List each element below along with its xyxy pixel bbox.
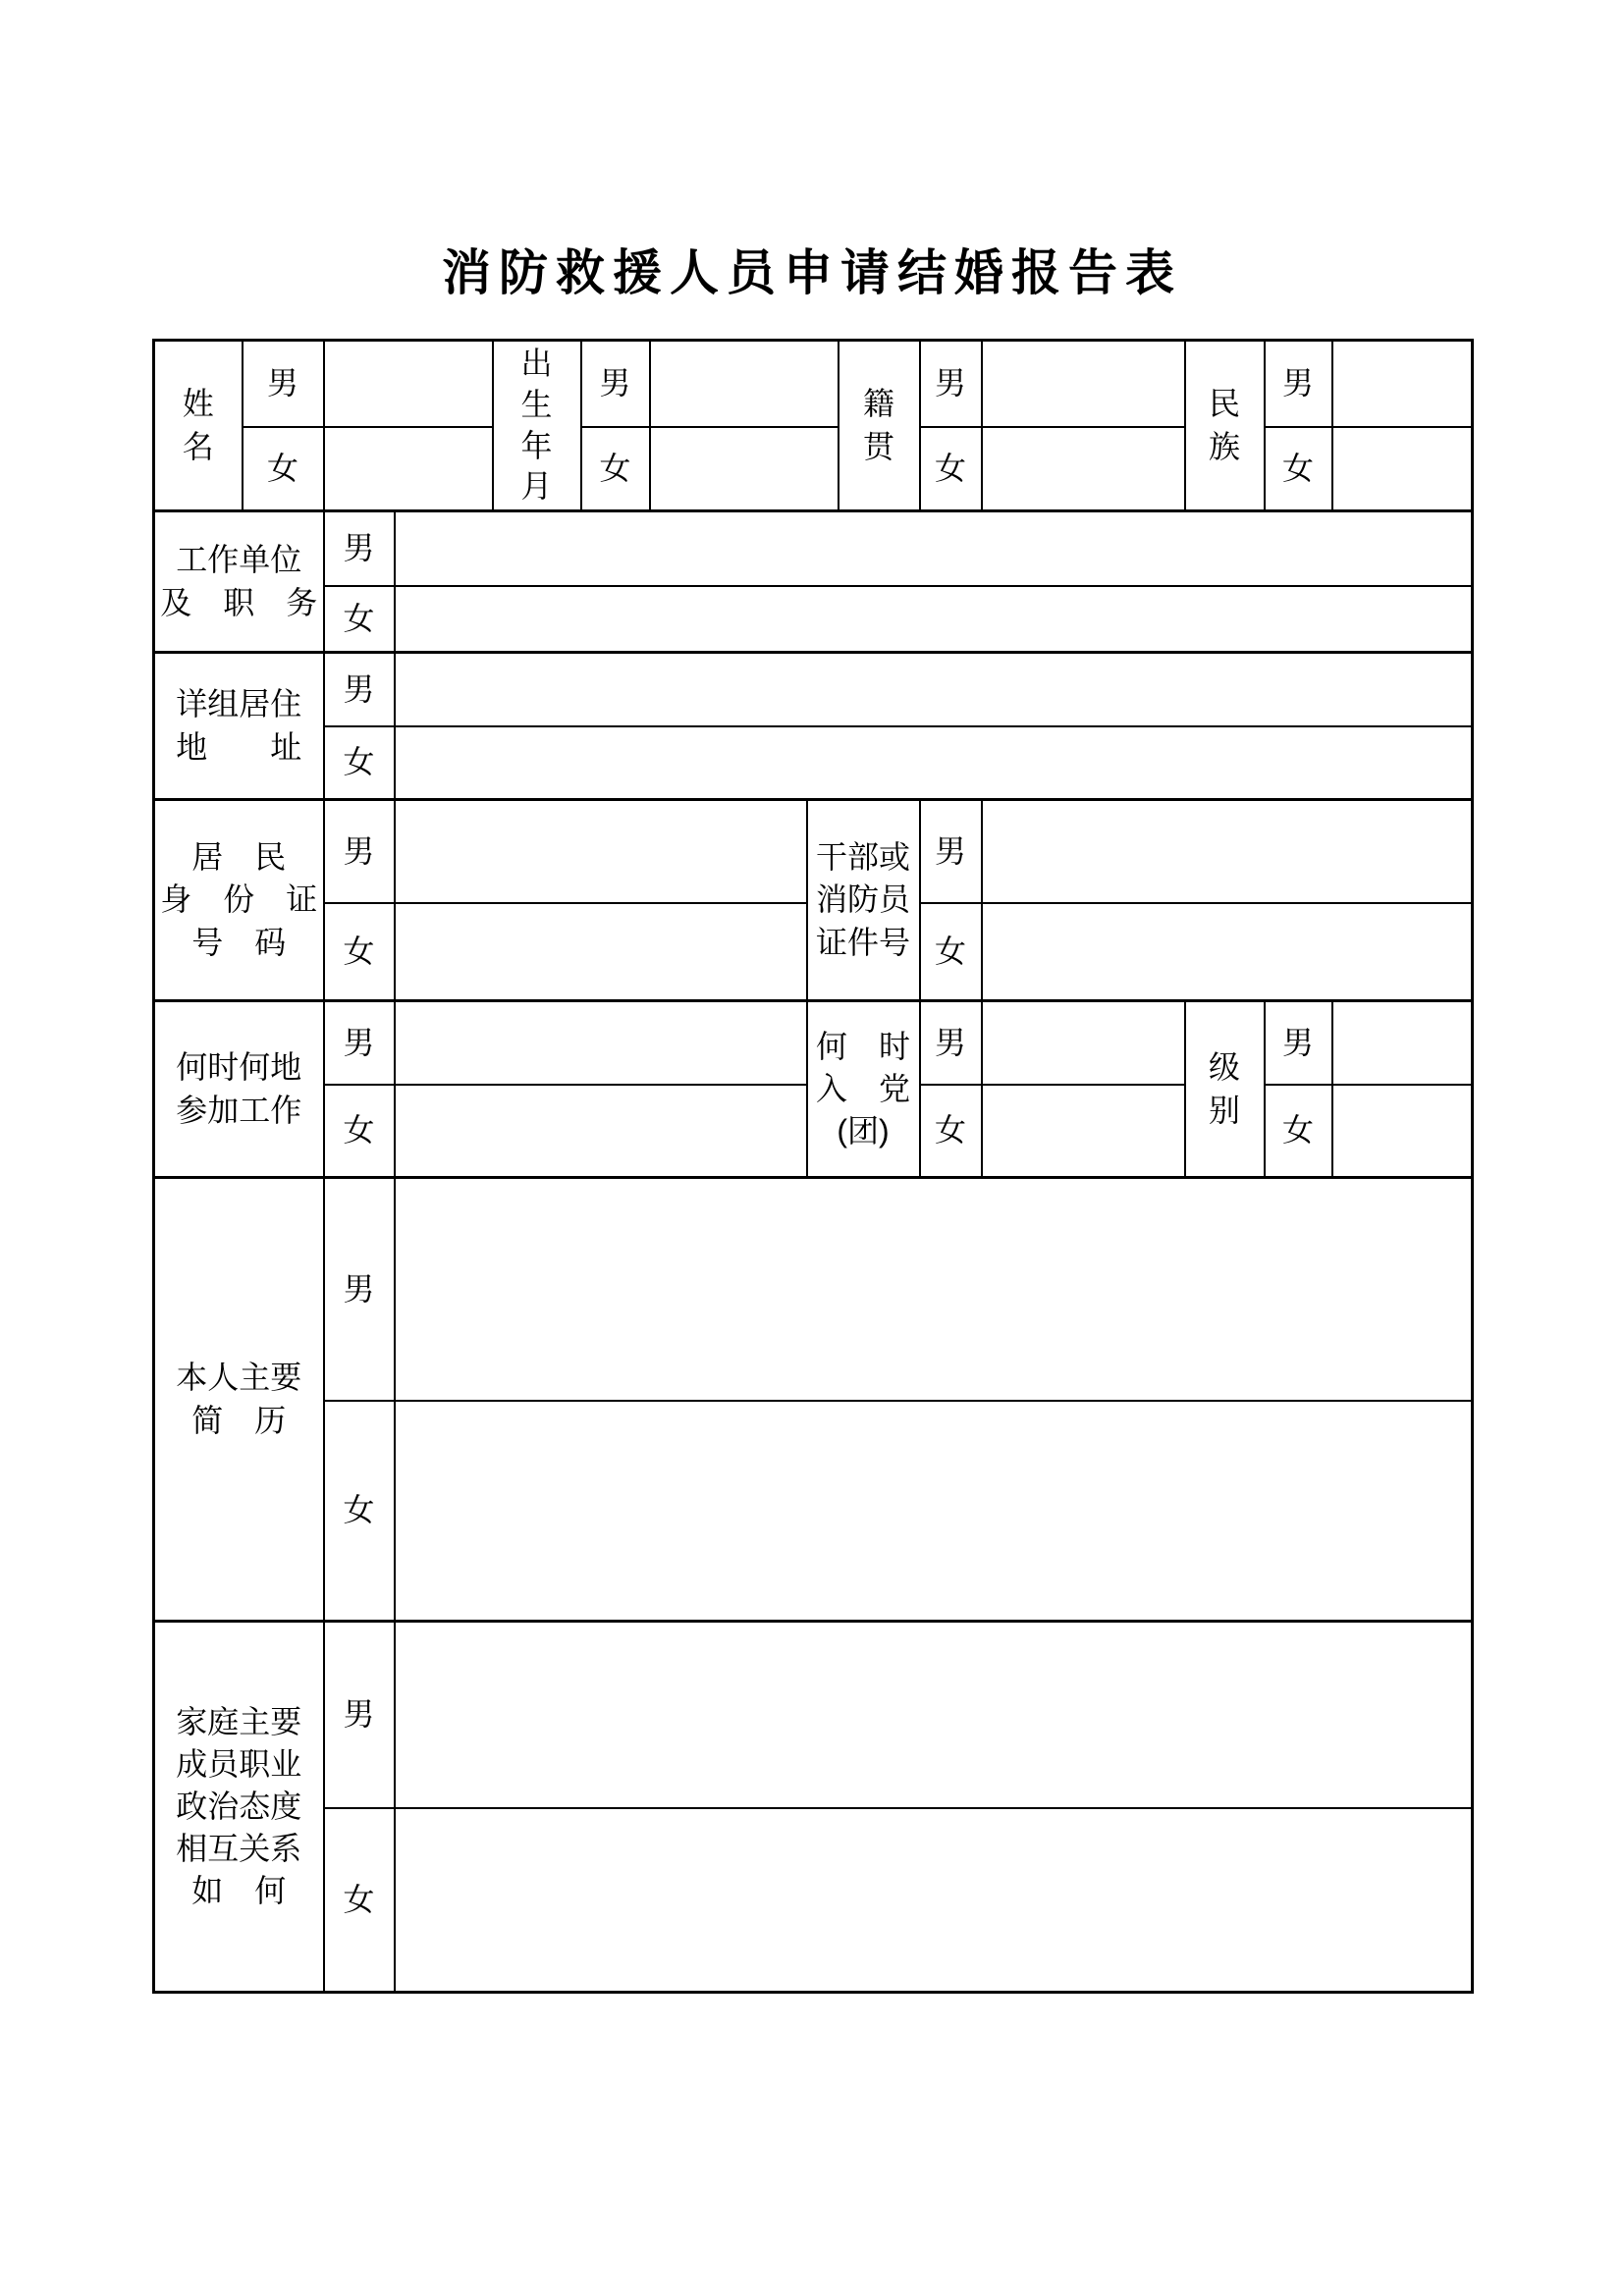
birth-date-female-gender-label: 女 [581, 427, 650, 511]
work-unit-female-gender-label: 女 [324, 586, 395, 653]
join-work-male-gender-label: 男 [324, 1001, 395, 1085]
rank-male-gender-label: 男 [1265, 1001, 1332, 1085]
name-male-value[interactable] [324, 341, 493, 427]
rank-label: 级 别 [1185, 1001, 1265, 1178]
address-female-value[interactable] [395, 726, 1473, 800]
marriage-report-form-table [152, 339, 1474, 1994]
native-place-label: 籍 贯 [839, 341, 920, 511]
join-party-male-value[interactable] [982, 1001, 1185, 1085]
join-party-female-value[interactable] [982, 1085, 1185, 1178]
join-party-female-gender-label: 女 [920, 1085, 982, 1178]
resident-id-male-value[interactable] [395, 800, 807, 903]
family-male-gender-label: 男 [324, 1622, 395, 1808]
family-female-value[interactable] [395, 1808, 1473, 1993]
cert-no-female-gender-label: 女 [920, 903, 982, 1001]
work-unit-male-value[interactable] [395, 511, 1473, 586]
address-male-gender-label: 男 [324, 653, 395, 726]
ethnicity-male-value[interactable] [1332, 341, 1473, 427]
name-label: 姓 名 [154, 341, 243, 511]
resident-id-male-gender-label: 男 [324, 800, 395, 903]
join-work-label: 何时何地 参加工作 [154, 1001, 324, 1178]
cert-no-male-value[interactable] [982, 800, 1473, 903]
resume-male-gender-label: 男 [324, 1178, 395, 1401]
name-female-value[interactable] [324, 427, 493, 511]
join-party-label: 何 时 入 党 (团) [807, 1001, 920, 1178]
resume-male-value[interactable] [395, 1178, 1473, 1401]
birth-date-label: 出 生 年 月 [493, 341, 581, 511]
resume-label: 本人主要 简 历 [154, 1178, 324, 1622]
ethnicity-male-gender-label: 男 [1265, 341, 1332, 427]
native-place-male-gender-label: 男 [920, 341, 982, 427]
join-work-male-value[interactable] [395, 1001, 807, 1085]
address-label: 详组居住 地 址 [154, 653, 324, 800]
join-work-female-value[interactable] [395, 1085, 807, 1178]
work-unit-male-gender-label: 男 [324, 511, 395, 586]
ethnicity-female-gender-label: 女 [1265, 427, 1332, 511]
ethnicity-female-value[interactable] [1332, 427, 1473, 511]
rank-female-value[interactable] [1332, 1085, 1473, 1178]
native-place-female-gender-label: 女 [920, 427, 982, 511]
birth-date-female-value[interactable] [650, 427, 839, 511]
resume-female-gender-label: 女 [324, 1401, 395, 1622]
address-female-gender-label: 女 [324, 726, 395, 800]
family-label: 家庭主要 成员职业 政治态度 相互关系 如 何 [154, 1622, 324, 1993]
cert-no-male-gender-label: 男 [920, 800, 982, 903]
resident-id-female-gender-label: 女 [324, 903, 395, 1001]
rank-female-gender-label: 女 [1265, 1085, 1332, 1178]
cert-no-label: 干部或 消防员 证件号 [807, 800, 920, 1001]
rank-male-value[interactable] [1332, 1001, 1473, 1085]
birth-date-male-gender-label: 男 [581, 341, 650, 427]
join-work-female-gender-label: 女 [324, 1085, 395, 1178]
cert-no-female-value[interactable] [982, 903, 1473, 1001]
native-place-female-value[interactable] [982, 427, 1185, 511]
resident-id-label: 居 民 身 份 证 号 码 [154, 800, 324, 1001]
family-male-value[interactable] [395, 1622, 1473, 1808]
resume-female-value[interactable] [395, 1401, 1473, 1622]
native-place-male-value[interactable] [982, 341, 1185, 427]
birth-date-male-value[interactable] [650, 341, 839, 427]
resident-id-female-value[interactable] [395, 903, 807, 1001]
page-title: 消防救援人员申请结婚报告表 [442, 245, 1182, 300]
name-male-gender-label: 男 [243, 341, 324, 427]
join-party-male-gender-label: 男 [920, 1001, 982, 1085]
name-female-gender-label: 女 [243, 427, 324, 511]
ethnicity-label: 民 族 [1185, 341, 1265, 511]
work-unit-female-value[interactable] [395, 586, 1473, 653]
work-unit-label: 工作单位 及 职 务 [154, 511, 324, 653]
address-male-value[interactable] [395, 653, 1473, 726]
family-female-gender-label: 女 [324, 1808, 395, 1993]
